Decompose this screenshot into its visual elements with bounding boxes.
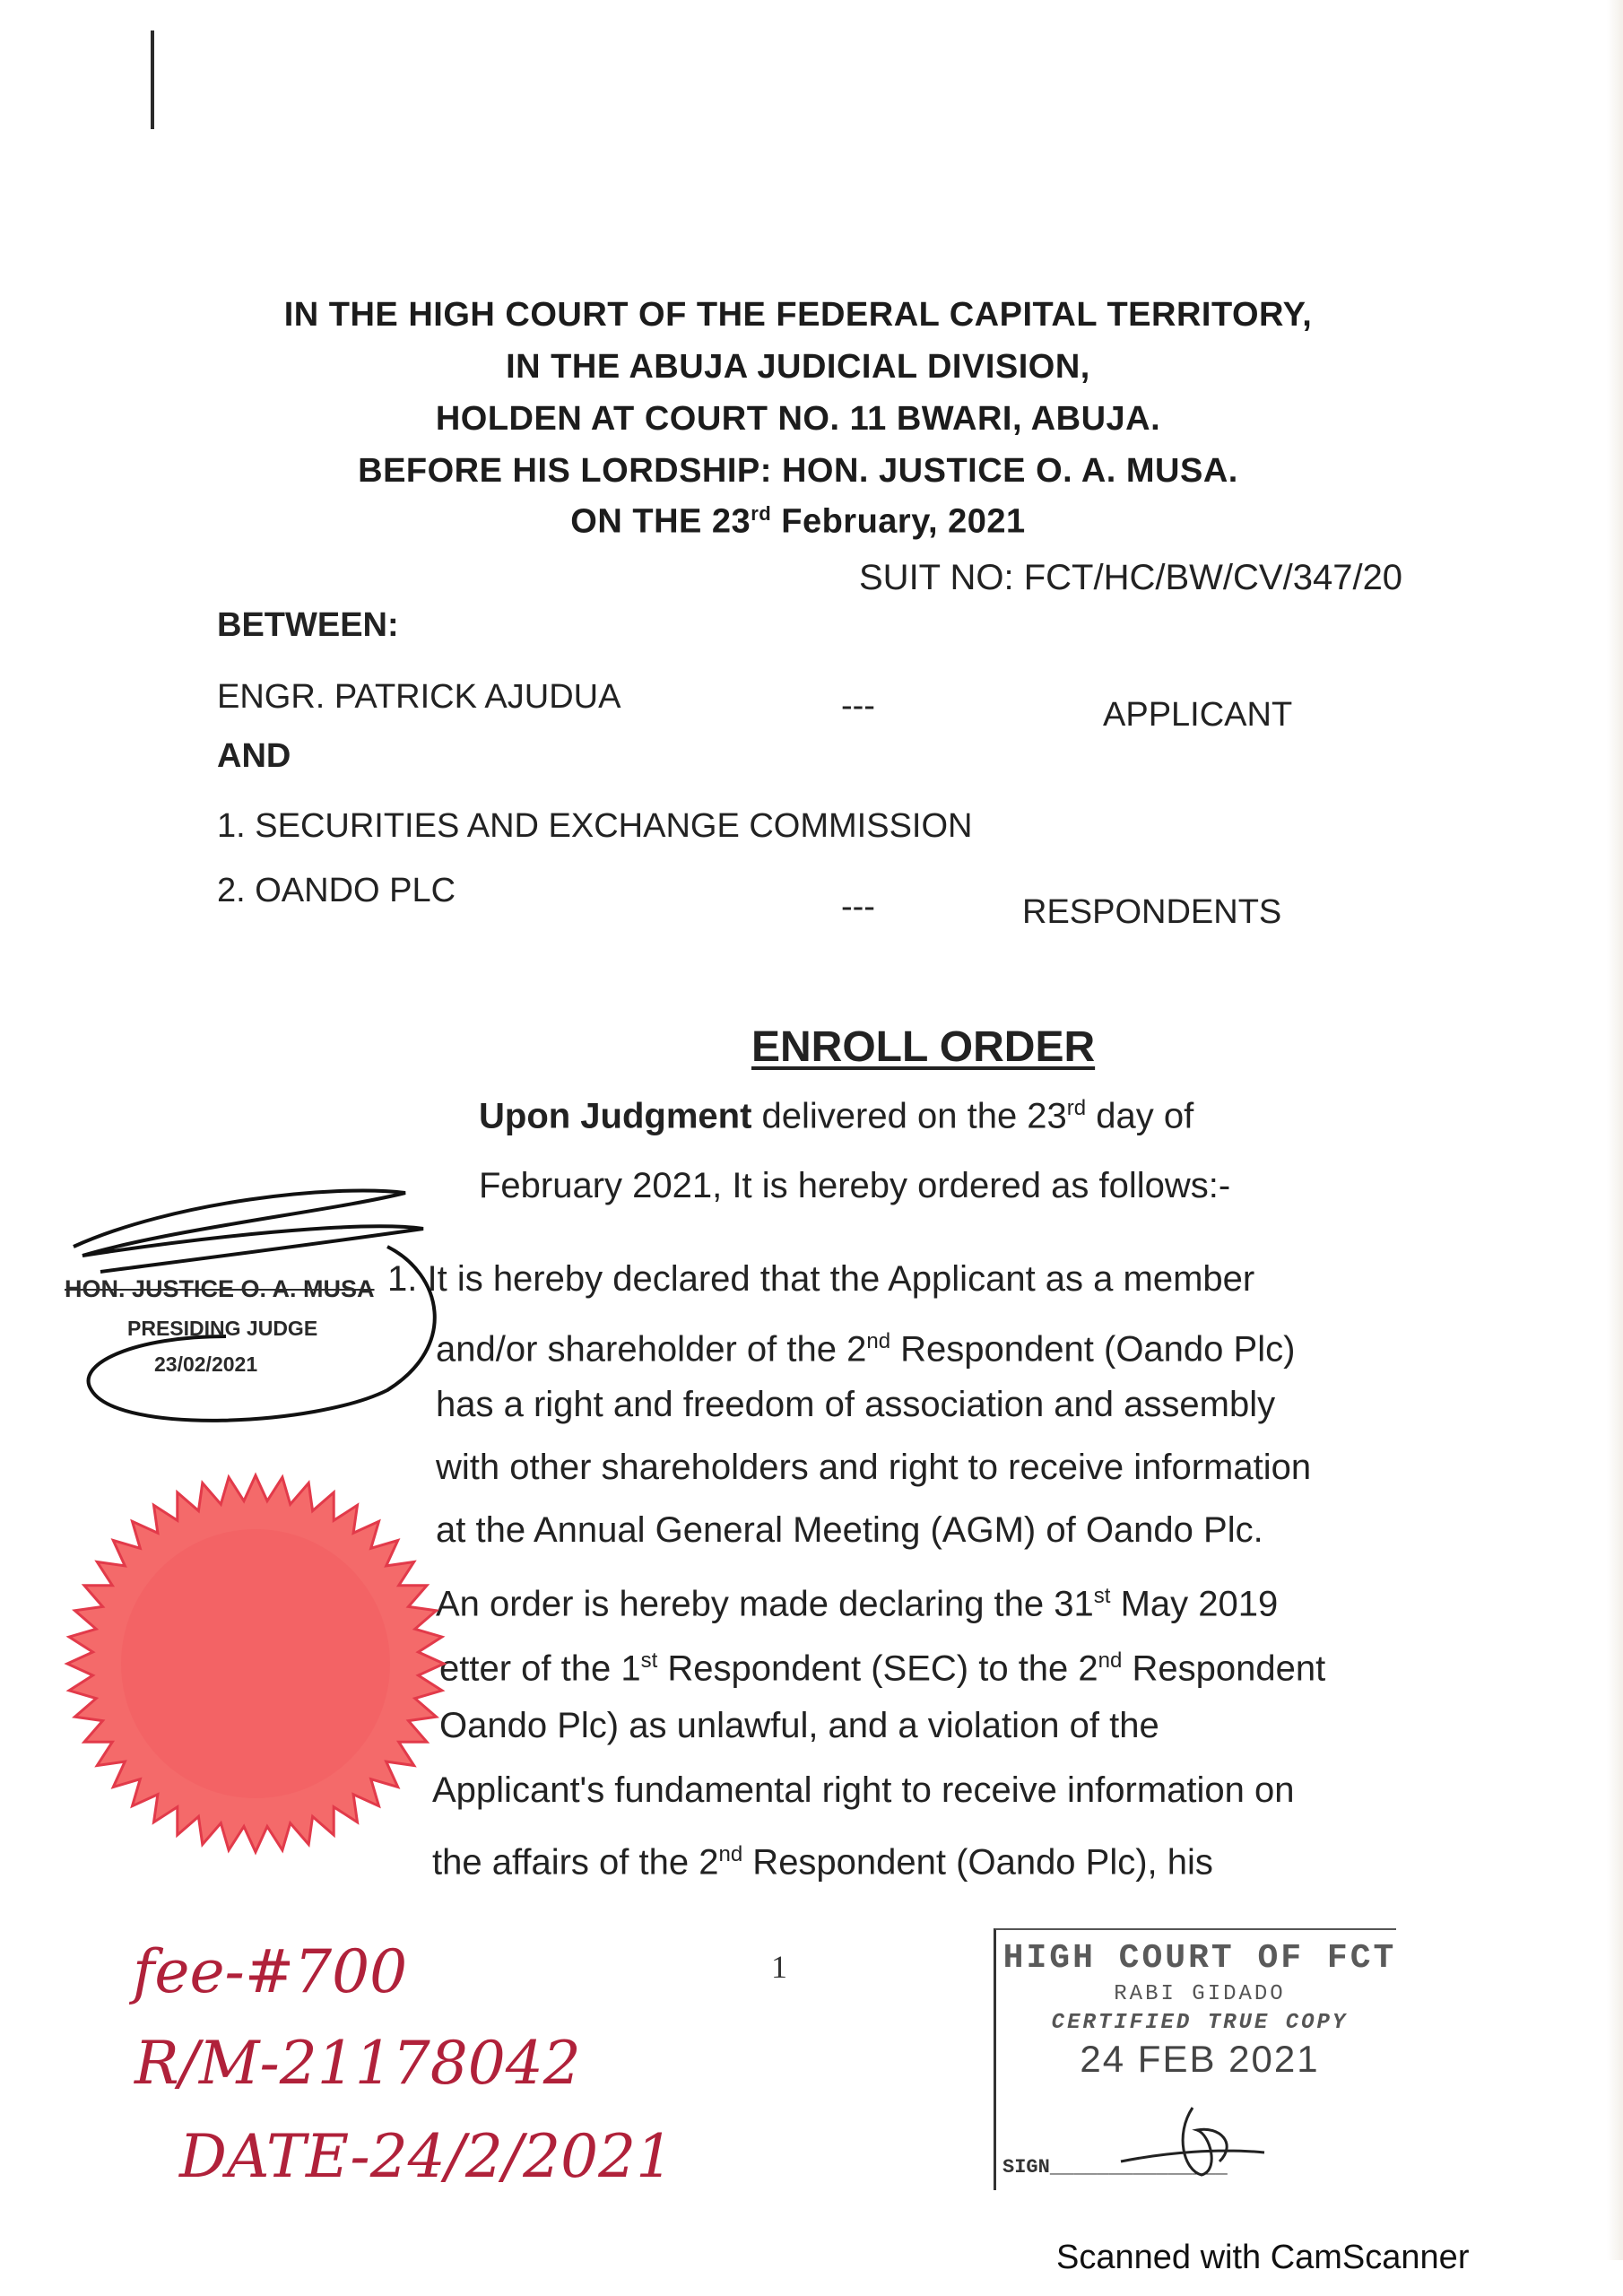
scanner-watermark: Scanned with CamScanner (1056, 2239, 1470, 2276)
applicant-role: APPLICANT (1103, 696, 1293, 734)
judge-signature-block (65, 1166, 459, 1435)
order1-line-2: and/or shareholder of the 2nd Respondent (Oando Plc) (436, 1329, 1296, 1370)
order2-line-2: etter of the 1st Respondent (SEC) to the 2nd Respondent (439, 1648, 1326, 1689)
suit-number: SUIT NO: FCT/HC/BW/CV/347/20 (859, 558, 1403, 597)
judge-line: BEFORE HIS LORDSHIP: HON. JUSTICE O. A. MUSA. (358, 452, 1238, 490)
intro-line-2: February 2021, It is hereby ordered as follows:- (479, 1166, 1231, 1205)
hearing-date-line: ON THE 23rd February, 2021 (570, 502, 1026, 541)
dashes-separator: --- (841, 687, 875, 725)
stamp-title: HIGH COURT OF FCT (1002, 1939, 1397, 1978)
order1-line-4: with other shareholders and right to receive information (436, 1448, 1312, 1487)
respondents-role: RESPONDENTS (1022, 893, 1282, 931)
stamp-date: 24 FEB 2021 (1080, 2038, 1320, 2080)
handwritten-receipt: R/M-21178042 (135, 2029, 581, 2098)
respondent-1: 1. SECURITIES AND EXCHANGE COMMISSION (217, 807, 973, 845)
judge-name: HON. JUSTICE O. A. MUSA (65, 1275, 375, 1302)
page-number: 1 (771, 1949, 787, 1985)
order2-line-3: Oando Plc) as unlawful, and a violation of the (439, 1706, 1159, 1745)
respondent-2: 2. OANDO PLC (217, 872, 456, 909)
court-location-line: HOLDEN AT COURT NO. 11 BWARI, ABUJA. (435, 400, 1161, 438)
court-name-line: IN THE HIGH COURT OF THE FEDERAL CAPITAL TERRITORY, (283, 296, 1313, 334)
stamp-certified-label: CERTIFIED TRUE COPY (1051, 2011, 1349, 2035)
red-seal-icon (63, 1471, 448, 1857)
stamp-signature-icon (1112, 2099, 1273, 2188)
and-label: AND (217, 737, 291, 775)
judge-role: PRESIDING JUDGE (127, 1317, 318, 1340)
dashes-separator: --- (841, 888, 875, 926)
applicant-name: ENGR. PATRICK AJUDUA (217, 678, 621, 716)
document-title: ENROLL ORDER (751, 1023, 1096, 1071)
order1-line-5: at the Annual General Meeting (AGM) of Oando Plc. (436, 1510, 1263, 1550)
intro-line-1: Upon Judgment delivered on the 23rd day of (479, 1096, 1194, 1136)
order1-line-1: 1. It is hereby declared that the Applicant as a member (387, 1259, 1255, 1299)
handwritten-fee: fee-#700 (133, 1937, 408, 2006)
order2-line-1: An order is hereby made declaring the 31st May 2019 (436, 1584, 1279, 1624)
stamp-officer-name: RABI GIDADO (1114, 1982, 1286, 2006)
stamp-sign-label: SIGN_______________ (1002, 2156, 1228, 2179)
order1-line-3: has a right and freedom of association and assembly (436, 1385, 1276, 1424)
signature-date: 23/02/2021 (154, 1352, 258, 1376)
between-label: BETWEEN: (217, 606, 399, 644)
handwritten-date: DATE-24/2/2021 (179, 2122, 674, 2191)
page-edge-shadow (1607, 0, 1623, 2260)
order2-line-4: Applicant's fundamental right to receive information on (432, 1770, 1295, 1810)
division-line: IN THE ABUJA JUDICIAL DIVISION, (506, 348, 1090, 386)
order2-line-5: the affairs of the 2nd Respondent (Oando Plc), his (432, 1842, 1213, 1883)
